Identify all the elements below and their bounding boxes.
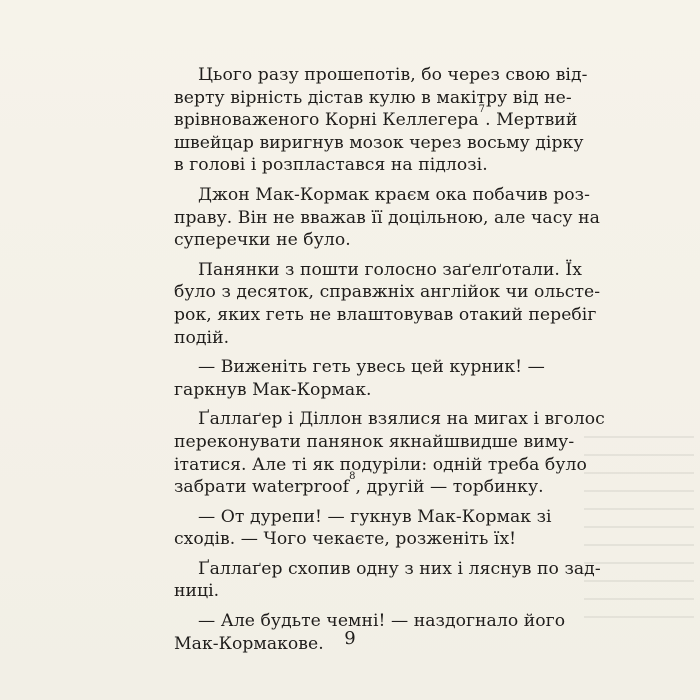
text-line: — От дурепи! — гукнув Мак-Кормак зі: [198, 506, 552, 527]
text-line: рок, яких геть не влаштовував отакий перебіг: [174, 304, 597, 325]
paragraph-3: [174, 259, 601, 349]
text-line: верту вірність дістав кулю в макітру від не-: [174, 87, 572, 108]
text-line: ниці.: [174, 581, 220, 602]
text-line: Мак-Кормакове.: [174, 633, 324, 654]
text-line: подій.: [174, 327, 230, 348]
text-line: ітатися. Але ті як подуріли: одній треба було: [174, 454, 587, 475]
footnote-marker: 8: [349, 471, 356, 483]
footnote-marker: 7: [478, 104, 486, 116]
text-line-with-footnote: [174, 104, 578, 132]
paragraph-1: [174, 64, 588, 177]
text-line: швейцар виригнув мозок через восьму дірку: [174, 132, 584, 153]
paragraph-2: [174, 184, 600, 252]
text-line: Панянки з пошти голосно заґелґотали. Їх: [198, 259, 582, 280]
text-line-with-footnote: [174, 471, 544, 499]
show-through-text: [584, 420, 694, 630]
text-fragment: врівноваженого Корні Келлегера: [174, 110, 479, 131]
text-line: в голові і розпластався на підлозі.: [174, 155, 488, 176]
page-number: 9: [344, 628, 356, 649]
paragraph-7: [174, 558, 601, 603]
text-fragment: . Мертвий: [485, 110, 578, 131]
paragraph-4: [174, 356, 545, 401]
text-fragment: , другій — торбинку.: [355, 477, 544, 498]
text-line: Ґаллаґер схопив одну з них і ляснув по зад-: [198, 558, 601, 579]
text-line: — Але будьте чемні! — наздогнало його: [198, 611, 566, 632]
text-line: — Виженіть геть увесь цей курник! —: [198, 357, 545, 378]
text-fragment: забрати waterproof: [174, 477, 350, 498]
body-text: [174, 64, 605, 662]
text-line: Ґаллаґер і Діллон взялися на мигах і вголос: [198, 409, 605, 430]
text-line: Джон Мак-Кормак краєм ока побачив роз-: [198, 184, 590, 205]
text-line: суперечки не було.: [174, 230, 351, 251]
text-line: Цього разу прошепотів, бо через свою від-: [198, 65, 588, 85]
text-line: гаркнув Мак-Кормак.: [174, 379, 372, 400]
text-line: сходів. — Чого чекаєте, розженіть їх!: [174, 529, 517, 550]
paragraph-5: [174, 408, 605, 498]
paragraph-6: [174, 506, 552, 551]
text-line: було з десяток, справжніх англійок чи ольсте-: [174, 282, 601, 303]
text-line: праву. Він не вважав її доцільною, але часу на: [174, 207, 600, 228]
text-line: переконувати панянок якнайшвидше виму-: [174, 431, 575, 452]
